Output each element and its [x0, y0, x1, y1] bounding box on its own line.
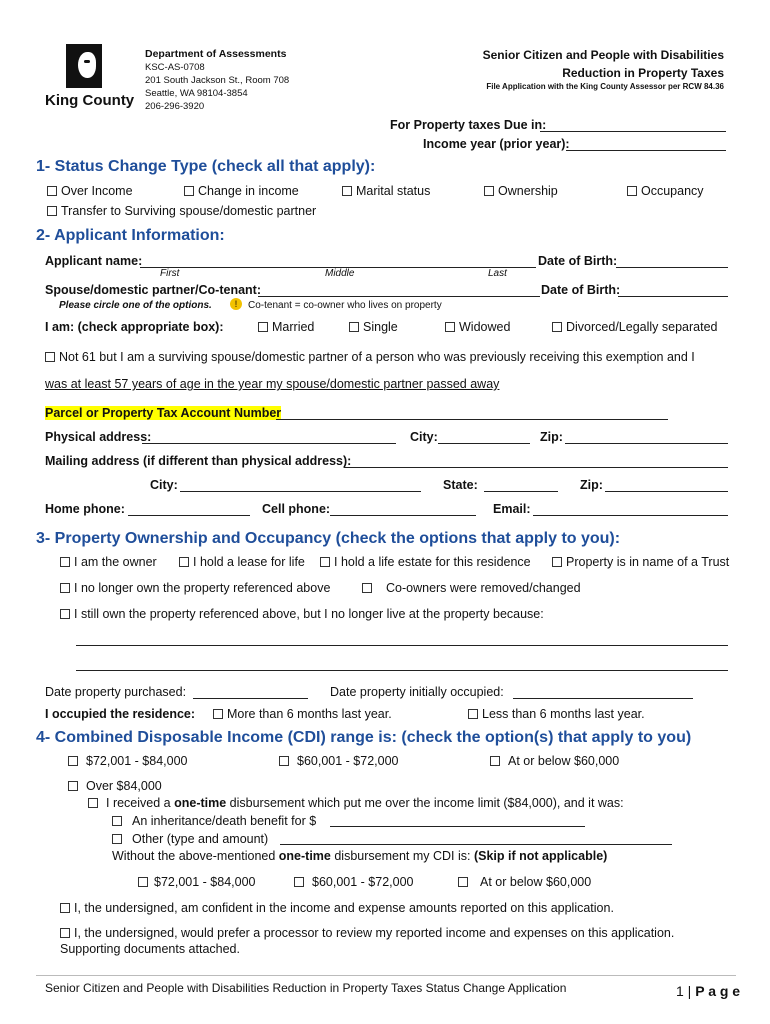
opt-label: More than 6 months last year.: [227, 707, 392, 721]
form-title-line3: File Application with the King County Assessor per RCW 84.36: [486, 82, 724, 91]
opt-label: Co-owners were removed/changed: [386, 581, 581, 595]
opt-trust[interactable]: [552, 555, 729, 569]
i-am-label: I am: (check appropriate box):: [45, 320, 224, 334]
form-title-line2: Reduction in Property Taxes: [562, 66, 724, 80]
checkbox[interactable]: [627, 186, 637, 196]
opt-life-estate[interactable]: [320, 555, 531, 569]
income-year-field[interactable]: [566, 150, 726, 151]
spouse-label: Spouse/domestic partner/Co-tenant:: [45, 283, 261, 297]
page-indicator: 1 | P a g e: [676, 983, 741, 999]
other-field[interactable]: [280, 844, 672, 845]
email-label: Email:: [493, 502, 531, 516]
cotenant-note: Co-tenant = co-owner who lives on property: [248, 300, 442, 311]
checkbox[interactable]: [258, 322, 268, 332]
checkbox[interactable]: [490, 756, 500, 766]
dob2-field[interactable]: [618, 296, 728, 297]
page-word: P a g e: [695, 983, 741, 999]
opt-cdi-72-84[interactable]: [68, 754, 187, 768]
opt-less6[interactable]: [468, 707, 645, 721]
city-field[interactable]: [438, 443, 530, 444]
checkbox[interactable]: [184, 186, 194, 196]
home-phone-label: Home phone:: [45, 502, 125, 516]
opt-label: I still own the property referenced above, but I no longer live at the property because:: [74, 607, 544, 621]
section4-heading: 4- Combined Disposable Income (CDI) range is: (check the option(s) that apply to you): [36, 729, 692, 746]
opt-label: I hold a lease for life: [193, 555, 305, 569]
email-field[interactable]: [533, 515, 728, 516]
checkbox[interactable]: [552, 557, 562, 567]
onetime-post: disbursement which put me over the income limit ($84,000), and it was:: [226, 796, 624, 810]
opt-label: I no longer own the property referenced above: [74, 581, 331, 595]
opt-label: $72,001 - $84,000: [86, 754, 188, 768]
checkbox[interactable]: [484, 186, 494, 196]
opt-label: Transfer to Surviving spouse/domestic partner: [61, 204, 317, 218]
opt-other[interactable]: [112, 832, 268, 846]
physical-address-label: Physical address:: [45, 430, 152, 444]
zip-field[interactable]: [565, 443, 728, 444]
zip2-label: Zip:: [580, 478, 603, 492]
zip-label: Zip:: [540, 430, 563, 444]
opt-occupancy[interactable]: [627, 184, 704, 198]
income-year-label: Income year (prior year):: [423, 137, 570, 151]
opt-label: Divorced/Legally separated: [566, 320, 718, 334]
address-line2: Seattle, WA 98104-3854: [145, 88, 248, 99]
opt-not61[interactable]: [45, 350, 695, 364]
opt-label: At or below $60,000: [508, 754, 620, 768]
applicant-name-label: Applicant name:: [45, 254, 143, 268]
date-purchased-label: Date property purchased:: [45, 685, 187, 699]
opt-transfer[interactable]: [47, 204, 316, 218]
city2-field[interactable]: [180, 491, 421, 492]
opt-label: At or below $60,000: [480, 875, 592, 889]
opt-over-income[interactable]: [47, 184, 133, 198]
opt-change-income[interactable]: [184, 184, 299, 198]
inheritance-field[interactable]: [330, 826, 585, 827]
city2-label: City:: [150, 478, 178, 492]
logo-face-shape: [78, 52, 96, 78]
state-label: State:: [443, 478, 478, 492]
checkbox[interactable]: [320, 557, 330, 567]
opt-label: Less than 6 months last year.: [482, 707, 645, 721]
opt-label: I, the undersigned, would prefer a processor to review my reported income and expenses on this application.: [74, 926, 675, 940]
dept-name: Department of Assessments: [145, 48, 287, 60]
opt-lease[interactable]: [179, 555, 305, 569]
checkbox[interactable]: [458, 877, 468, 887]
checkbox[interactable]: [294, 877, 304, 887]
form-title-line1: Senior Citizen and People with Disabilities: [482, 48, 724, 62]
opt-label: Ownership: [498, 184, 558, 198]
form-code: KSC-AS-0708: [145, 62, 205, 73]
opt-no-longer-own[interactable]: [60, 581, 330, 595]
checkbox[interactable]: [88, 798, 98, 808]
logo-text: King County: [45, 92, 135, 109]
not61-text-b: was at least 57 years of age in the year my spouse/domestic partner passed away: [45, 377, 500, 391]
opt-label: I, the undersigned, am confident in the income and expense amounts reported on this application.: [74, 901, 614, 915]
opt-label: Married: [272, 320, 315, 334]
section1-heading: 1- Status Change Type (check all that apply):: [36, 158, 376, 175]
checkbox[interactable]: [349, 322, 359, 332]
section2-heading: 2- Applicant Information:: [36, 227, 225, 244]
checkbox[interactable]: [468, 709, 478, 719]
checkbox[interactable]: [60, 609, 70, 619]
reason-line-1[interactable]: [76, 645, 728, 646]
opt-prefer-processor[interactable]: [60, 926, 674, 940]
opt-still-own[interactable]: [60, 607, 544, 621]
opt-inheritance[interactable]: [112, 814, 316, 828]
checkbox[interactable]: [68, 756, 78, 766]
cell-phone-field[interactable]: [330, 515, 476, 516]
date-occupied-field[interactable]: [513, 698, 693, 699]
reason-line-2[interactable]: [76, 670, 728, 671]
last-caption: Last: [488, 268, 507, 279]
opt-label: Single: [363, 320, 398, 334]
opt-marital-status[interactable]: [342, 184, 430, 198]
date-occupied-label: Date property initially occupied:: [330, 685, 504, 699]
zip2-field[interactable]: [605, 491, 728, 492]
checkbox[interactable]: [552, 322, 562, 332]
opt-cdi2-below-60[interactable]: [458, 875, 591, 889]
opt-ownership[interactable]: [484, 184, 558, 198]
address-line1: 201 South Jackson St., Room 708: [145, 75, 290, 86]
tax-due-field[interactable]: [540, 131, 726, 132]
state-field[interactable]: [484, 491, 558, 492]
opt-label: Property is in name of a Trust: [566, 555, 730, 569]
middle-caption: Middle: [325, 268, 355, 279]
dob-field[interactable]: [616, 267, 728, 268]
opt-coowners[interactable]: [362, 581, 581, 595]
opt-cdi-60-72[interactable]: [279, 754, 398, 768]
dob-label: Date of Birth:: [538, 254, 618, 268]
home-phone-field[interactable]: [128, 515, 250, 516]
checkbox[interactable]: [68, 781, 78, 791]
opt-cdi2-60-72[interactable]: [294, 875, 413, 889]
physical-address-field[interactable]: [142, 443, 396, 444]
onetime-pre: I received a: [106, 796, 175, 810]
opt-cdi-below-60[interactable]: [490, 754, 619, 768]
checkbox[interactable]: [60, 903, 70, 913]
logo-eye-shape: [84, 60, 90, 63]
section3-heading: 3- Property Ownership and Occupancy (check the options that apply to you):: [36, 530, 621, 547]
opt-label: Occupancy: [641, 184, 704, 198]
occupied-label: I occupied the residence:: [45, 707, 196, 721]
opt-label: Over Income: [61, 184, 133, 198]
checkbox[interactable]: [342, 186, 352, 196]
opt-over-84[interactable]: [68, 779, 162, 793]
checkbox[interactable]: [179, 557, 189, 567]
checkbox[interactable]: [45, 352, 55, 362]
without-bold: one-time: [278, 849, 331, 863]
without-pre: Without the above-mentioned: [112, 849, 279, 863]
not61-text-a: Not 61 but I am a surviving spouse/domestic partner of a person who was previously receiving this exemption and I: [59, 350, 695, 364]
opt-label: Widowed: [459, 320, 511, 334]
checkbox[interactable]: [47, 206, 57, 216]
checkbox[interactable]: [138, 877, 148, 887]
checkbox[interactable]: [279, 756, 289, 766]
checkbox[interactable]: [112, 834, 122, 844]
checkbox[interactable]: [112, 816, 122, 826]
checkbox[interactable]: [362, 583, 372, 593]
info-icon: !: [230, 298, 242, 310]
parcel-field[interactable]: [276, 419, 668, 420]
opt-onetime[interactable]: [88, 796, 624, 810]
footer-text: Senior Citizen and People with Disabilities Reduction in Property Taxes Status Change Application: [45, 981, 567, 995]
footer-divider: [36, 975, 736, 976]
opt-single[interactable]: [349, 320, 398, 334]
first-caption: First: [160, 268, 180, 279]
dob2-label: Date of Birth:: [541, 283, 621, 297]
without-post: disbursement my CDI is:: [330, 849, 474, 863]
circle-note: Please circle one of the options.: [59, 300, 212, 311]
opt-label: An inheritance/death benefit for $: [132, 814, 317, 828]
checkbox[interactable]: [60, 928, 70, 938]
checkbox[interactable]: [60, 557, 70, 567]
cell-phone-label: Cell phone:: [262, 502, 331, 516]
skip-note: (Skip if not applicable): [473, 849, 608, 863]
opt-label: $60,001 - $72,000: [312, 875, 414, 889]
parcel-label: Parcel or Property Tax Account Number: [45, 406, 282, 420]
opt-confident[interactable]: [60, 901, 614, 915]
opt-widowed[interactable]: [445, 320, 510, 334]
opt-owner[interactable]: [60, 555, 157, 569]
opt-more6[interactable]: [213, 707, 392, 721]
opt-cdi2-72-84[interactable]: [138, 875, 255, 889]
opt-divorced[interactable]: [552, 320, 717, 334]
checkbox[interactable]: [60, 583, 70, 593]
without-line: [112, 849, 607, 863]
dept-phone: 206-296-3920: [145, 101, 205, 112]
opt-label: Marital status: [356, 184, 431, 198]
date-purchased-field[interactable]: [193, 698, 308, 699]
spouse-field[interactable]: [258, 296, 540, 297]
onetime-bold: one-time: [174, 796, 227, 810]
opt-label: I hold a life estate for this residence: [334, 555, 531, 569]
checkbox[interactable]: [445, 322, 455, 332]
opt-label: Change in income: [198, 184, 299, 198]
king-county-logo: [66, 44, 102, 88]
opt-label: $60,001 - $72,000: [297, 754, 399, 768]
checkbox[interactable]: [47, 186, 57, 196]
opt-label: $72,001 - $84,000: [154, 875, 256, 889]
city-label: City:: [410, 430, 438, 444]
mailing-address-field[interactable]: [344, 467, 728, 468]
supporting-docs: Supporting documents attached.: [60, 942, 240, 956]
tax-due-label: For Property taxes Due in:: [390, 118, 547, 132]
checkbox[interactable]: [213, 709, 223, 719]
opt-label: Other (type and amount): [132, 832, 269, 846]
page-number: 1: [676, 983, 684, 999]
opt-label: Over $84,000: [86, 779, 162, 793]
opt-label: I am the owner: [74, 555, 157, 569]
opt-married[interactable]: [258, 320, 314, 334]
mailing-address-label: Mailing address (if different than physical address):: [45, 454, 352, 468]
